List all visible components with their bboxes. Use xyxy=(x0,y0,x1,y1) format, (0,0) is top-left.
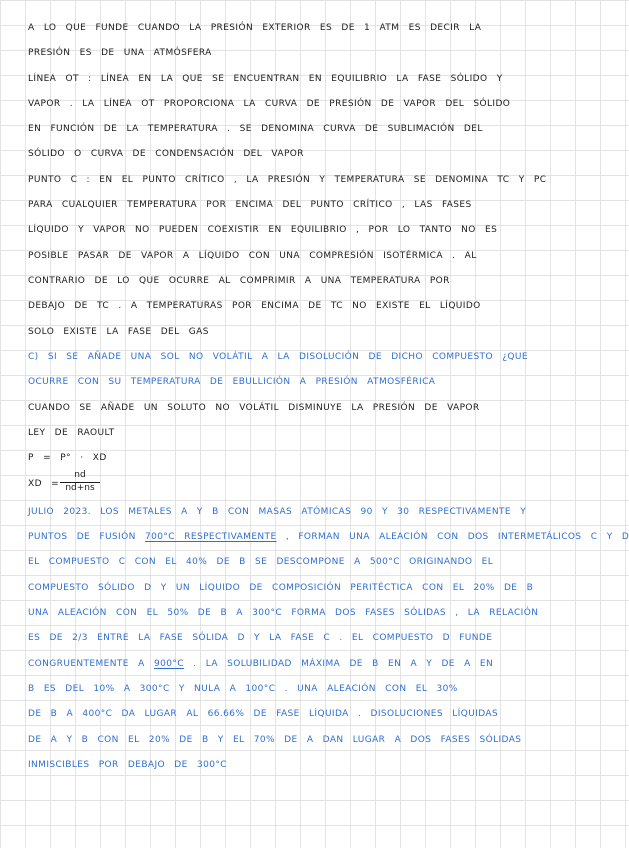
note-line-9: LÍQUIDO Y VAPOR NO PUEDEN COEXISTIR EN EQUILIBRIO , POR LO TANTO NO ES xyxy=(28,225,498,235)
fraction-denominator: nd+ns xyxy=(65,483,95,493)
problem-line-7 xyxy=(28,656,580,672)
problem-line-2 xyxy=(28,529,629,545)
problem-line-10: DE A Y B CON EL 20% DE B Y EL 70% DE A DAN LUGAR A DOS FASES SÓLIDAS xyxy=(28,735,522,745)
note-line-4: VAPOR . LA LÍNEA OT PROPORCIONA LA CURVA DE PRESIÓN DE VAPOR DEL SÓLIDO xyxy=(28,99,511,109)
problem-line-8: B ES DEL 10% A 300°C Y NULA A 100°C . UNA ALEACIÓN CON EL 30% xyxy=(28,684,458,694)
molar-fraction-label: XD = xyxy=(28,479,60,489)
problem-line-2-underlined: 700°C RESPECTIVAMENTE xyxy=(145,532,277,542)
note-line-8: PARA CUALQUIER TEMPERATURA POR ENCIMA DEL PUNTO CRÍTICO , LAS FASES xyxy=(28,200,472,210)
problem-line-6: ES DE 2/3 ENTRE LA FASE SÓLIDA D Y LA FASE C . EL COMPUESTO D FUNDE xyxy=(28,633,493,643)
note-line-7: PUNTO C : EN EL PUNTO CRÍTICO , LA PRESIÓN Y TEMPERATURA SE DENOMINA TC Y PC xyxy=(28,175,547,185)
note-line-6: SÓLIDO O CURVA DE CONDENSACIÓN DEL VAPOR xyxy=(28,149,304,159)
problem-line-7-start: CONGRUENTEMENTE A xyxy=(28,659,145,669)
question-line-1: C) SI SE AÑADE UNA SOL NO VOLÁTIL A LA DISOLUCIÓN DE DICHO COMPUESTO ¿QUE xyxy=(28,352,528,362)
note-line-11: CONTRARIO DE LO QUE OCURRE AL COMPRIMIR A UNA TEMPERATURA POR xyxy=(28,276,450,286)
problem-line-3: EL COMPUESTO C CON EL 40% DE B SE DESCOMPONE A 500°C ORIGINANDO EL xyxy=(28,557,494,567)
note-line-13: SOLO EXISTE LA FASE DEL GAS xyxy=(28,327,209,337)
problem-line-2-start: PUNTOS DE FUSIÓN xyxy=(28,532,136,542)
problem-line-7-end: . LA SOLUBILIDAD MÁXIMA DE B EN A Y DE A EN xyxy=(193,659,494,669)
problem-line-7-underlined: 900°C xyxy=(153,659,184,669)
problem-line-1: JULIO 2023. LOS METALES A Y B CON MASAS ATÓMICAS 90 Y 30 RESPECTIVAMENTE Y xyxy=(28,507,527,517)
note-line-1: A LO QUE FUNDE CUANDO LA PRESIÓN EXTERIOR ES DE 1 ATM ES DECIR LA xyxy=(28,23,482,33)
note-line-10: POSIBLE PASAR DE VAPOR A LÍQUIDO CON UNA COMPRESIÓN ISOTÉRMICA . AL xyxy=(28,251,477,261)
question-line-2: OCURRE CON SU TEMPERATURA DE EBULLICIÓN A PRESIÓN ATMOSFÉRICA xyxy=(28,377,436,387)
problem-line-5: UNA ALEACIÓN CON EL 50% DE B A 300°C FORMA DOS FASES SÓLIDAS , LA RELACIÓN xyxy=(28,608,539,618)
raoult-formula: P = P° · XD xyxy=(28,453,107,463)
problem-line-2-end: , FORMAN UNA ALEACIÓN CON DOS INTERMETÁLICOS C Y D xyxy=(285,532,629,542)
note-line-5: EN FUNCIÓN DE LA TEMPERATURA . SE DENOMINA CURVA DE SUBLIMACIÓN DEL xyxy=(28,124,483,134)
answer-line-1: CUANDO SE AÑADE UN SOLUTO NO VOLÁTIL DISMINUYE LA PRESIÓN DE VAPOR xyxy=(28,403,480,413)
note-line-3: LÍNEA OT : LÍNEA EN LA QUE SE ENCUENTRAN EN EQUILIBRIO LA FASE SÓLIDO Y xyxy=(28,74,503,84)
problem-line-9: DE B A 400°C DA LUGAR AL 66.66% DE FASE LÍQUIDA . DISOLUCIONES LÍQUIDAS xyxy=(28,709,499,719)
fraction-numerator: nd xyxy=(60,470,100,483)
answer-line-2: LEY DE RAOULT xyxy=(28,428,115,438)
problem-line-11: INMISCIBLES POR DEBAJO DE 300°C xyxy=(28,760,227,770)
molar-fraction xyxy=(60,470,100,494)
note-line-12: DEBAJO DE TC . A TEMPERATURAS POR ENCIMA DE TC NO EXISTE EL LÍQUIDO xyxy=(28,301,481,311)
problem-line-4: COMPUESTO SÓLIDO D Y UN LÍQUIDO DE COMPOSICIÓN PERITÉCTICA CON EL 20% DE B xyxy=(28,583,534,593)
note-line-2: PRESIÓN ES DE UNA ATMÓSFERA xyxy=(28,48,212,58)
